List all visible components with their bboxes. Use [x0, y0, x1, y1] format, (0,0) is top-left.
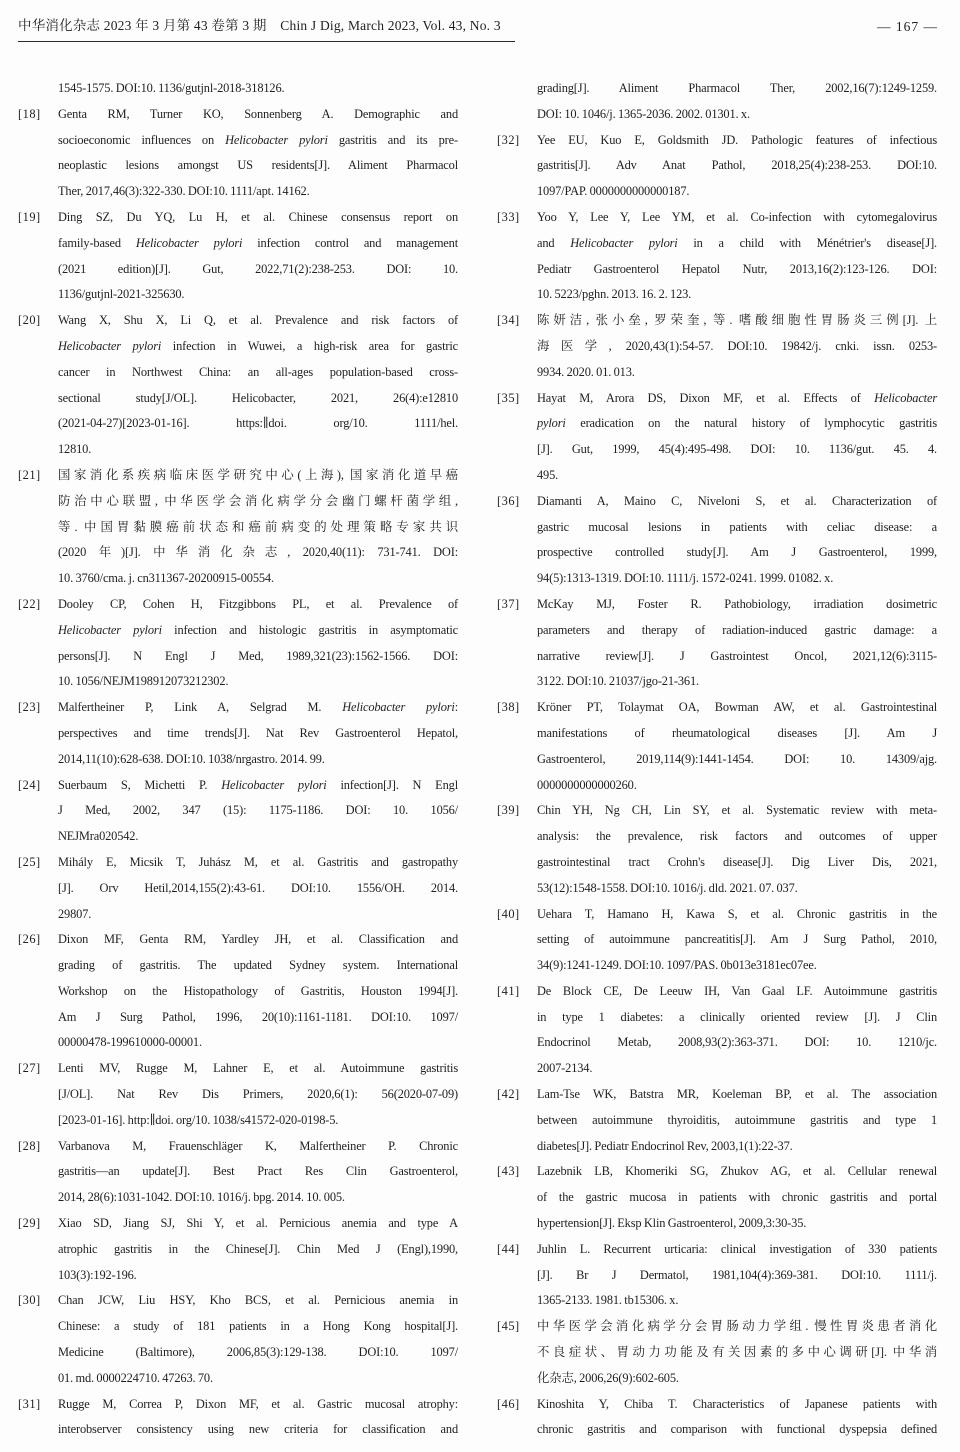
reference-line: gastritis—an update[J]. Best Pract Res Clin Gastroenterol,	[58, 1164, 458, 1179]
reference-line: 海医学, 2020,43(1):54-57. DOI:10. 19842/j. cnki. issn. 0253-	[537, 338, 937, 353]
reference-text	[58, 695, 458, 772]
reference-number: [21]	[18, 467, 41, 482]
reference-line: Chinese: a study of 181 patients in a Hong Kong hospital[J].	[58, 1319, 458, 1334]
reference-item	[18, 1134, 458, 1211]
reference-text	[537, 386, 937, 489]
reference-text	[537, 308, 937, 385]
reference-line: 10. 5223/pghn. 2013. 16. 2. 123.	[537, 287, 692, 302]
reference-item	[18, 1288, 458, 1391]
reference-line: gastrointestinal tract Crohn's disease[J]. Dig Liver Dis, 2021,	[537, 854, 937, 869]
reference-item	[18, 308, 458, 463]
reference-text	[537, 1314, 937, 1391]
reference-text	[537, 205, 937, 308]
reference-number: [40]	[497, 906, 520, 921]
reference-line: NEJMra020542.	[58, 829, 139, 844]
reference-text	[537, 1159, 937, 1236]
reference-item	[497, 76, 937, 128]
reference-line: and Helicobacter pylori in a child with Ménétrier's disease[J].	[537, 235, 938, 250]
reference-item	[18, 102, 458, 205]
reference-line: parameters and therapy of radiation-induced gastric damage: a	[537, 622, 937, 637]
reference-line: cancer in Northwest China: an all-ages population-based cross-	[58, 364, 458, 379]
reference-text	[537, 979, 937, 1082]
reference-line: Dooley CP, Cohen H, Fitzgibbons PL, et al. Prevalence of	[58, 596, 458, 611]
reference-item	[497, 695, 937, 798]
reference-line: manifestations of rheumatological diseases [J]. Am J	[537, 725, 937, 740]
reference-line: atrophic gastritis in the Chinese[J]. Chin Med J (Engl),1990,	[58, 1241, 458, 1256]
reference-line: 化杂志, 2006,26(9):602-605.	[537, 1370, 679, 1385]
reference-line: 防治中心联盟, 中华医学会消化病学分会幽门螺杆菌学组,	[58, 493, 458, 508]
reference-line: Kinoshita Y, Chiba T. Characteristics of Japanese patients with	[537, 1396, 937, 1411]
page-number: — 167 —	[877, 19, 938, 34]
reference-line: hypertension[J]. Eksp Klin Gastroenterol, 2009,3:30-35.	[537, 1216, 807, 1231]
reference-line: Rugge M, Correa P, Dixon MF, et al. Gastric mucosal atrophy:	[58, 1396, 458, 1411]
reference-line: 3122. DOI:10. 21037/jgo-21-361.	[537, 674, 699, 689]
reference-line: 10. 3760/cma. j. cn311367-20200915-00554.	[58, 571, 274, 586]
reference-line: Wang X, Shu X, Li Q, et al. Prevalence and risk factors of	[58, 313, 458, 328]
journal-title-line: 中华消化杂志 2023 年 3 月第 43 卷第 3 期 Chin J Dig, March 2023, Vol. 43, No. 3	[18, 14, 515, 42]
reference-item	[497, 902, 937, 979]
reference-item	[497, 592, 937, 695]
reference-number: [43]	[497, 1164, 520, 1179]
reference-line: interobserver consistency using new criteria for classification and	[58, 1422, 458, 1437]
reference-line: 10. 1056/NEJM198912073212302.	[58, 674, 229, 689]
reference-line: 0000000000000260.	[537, 777, 637, 792]
reference-text	[58, 850, 458, 927]
left-column	[18, 76, 458, 1443]
reference-number: [20]	[18, 313, 41, 328]
reference-number: [26]	[18, 932, 41, 947]
reference-line: 00000478-199610000-00001.	[58, 1035, 202, 1050]
reference-number: [18]	[18, 106, 41, 121]
reference-line: diabetes[J]. Pediatr Endocrinol Rev, 2003,1(1):22-37.	[537, 1138, 793, 1153]
reference-number: [36]	[497, 493, 520, 508]
reference-number: [46]	[497, 1396, 520, 1411]
reference-text	[58, 1056, 458, 1133]
reference-item	[497, 1237, 937, 1314]
reference-line: 等. 中国胃黏膜癌前状态和癌前病变的处理策略专家共识	[58, 519, 458, 534]
reference-number: [28]	[18, 1138, 41, 1153]
reference-line: 53(12):1548-1558. DOI:10. 1016/j. dld. 2021. 07. 037.	[537, 880, 798, 895]
reference-text	[537, 76, 937, 128]
reference-item	[18, 1392, 458, 1444]
reference-line: 中华医学会消化病学分会胃肠动力学组. 慢性胃炎患者消化	[537, 1319, 937, 1334]
reference-text	[537, 695, 937, 798]
references-section	[18, 76, 937, 1443]
reference-line: grading[J]. Aliment Pharmacol Ther, 2002,16(7):1249-1259.	[537, 81, 937, 95]
reference-text	[58, 927, 458, 1056]
reference-line: Lam-Tse WK, Batstra MR, Koeleman BP, et al. The association	[537, 1087, 937, 1102]
reference-text	[58, 308, 458, 463]
reference-line: De Block CE, De Leeuw IH, Van Gaal LF. Autoimmune gastritis	[537, 983, 937, 998]
reference-line: 2014, 28(6):1031-1042. DOI:10. 1016/j. bpg. 2014. 10. 005.	[58, 1190, 345, 1205]
reference-line: 国家消化系疾病临床医学研究中心(上海), 国家消化道早癌	[58, 467, 458, 482]
reference-line: Pediatr Gastroenterol Hepatol Nutr, 2013,16(2):123-126. DOI:	[537, 261, 937, 276]
reference-line: Varbanova M, Frauenschläger K, Malfertheiner P. Chronic	[58, 1138, 458, 1153]
reference-line: between autoimmune thyroiditis, autoimmune gastritis and type 1	[537, 1112, 937, 1127]
reference-line: sectional study[J/OL]. Helicobacter, 2021, 26(4):e12810	[58, 390, 458, 405]
reference-line: McKay MJ, Foster R. Pathobiology, irradiation dosimetric	[537, 596, 937, 611]
reference-line: 12810.	[58, 442, 92, 457]
reference-number: [34]	[497, 313, 520, 328]
reference-line: [J]. Gut, 1999, 45(4):495-498. DOI: 10. 1136/gut. 45. 4.	[537, 442, 937, 457]
reference-line: persons[J]. N Engl J Med, 1989,321(23):1562-1566. DOI:	[58, 648, 458, 663]
reference-number: [35]	[497, 390, 520, 405]
reference-line: gastric mucosal lesions in patients with celiac disease: a	[537, 519, 937, 534]
reference-line: Diamanti A, Maino C, Niveloni S, et al. Characterization of	[537, 493, 937, 508]
reference-line: Kröner PT, Tolaymat OA, Bowman AW, et al. Gastrointestinal	[537, 700, 937, 715]
reference-line: 29807.	[58, 906, 92, 921]
reference-number: [32]	[497, 132, 520, 147]
reference-item	[18, 1056, 458, 1133]
reference-line: 1136/gutjnl-2021-325630.	[58, 287, 185, 302]
reference-line: (2021-04-27)[2023-01-16]. https:∥doi. org/10. 1111/hel.	[58, 416, 458, 431]
reference-number: [22]	[18, 596, 41, 611]
reference-item	[18, 850, 458, 927]
reference-number: [45]	[497, 1319, 520, 1334]
reference-line: prospective controlled study[J]. Am J Gastroenterol, 1999,	[537, 545, 937, 560]
reference-text	[537, 489, 937, 592]
reference-item	[18, 927, 458, 1056]
reference-item	[18, 773, 458, 850]
reference-text	[537, 592, 937, 695]
reference-text	[58, 592, 458, 695]
reference-number: [23]	[18, 700, 41, 715]
reference-item	[497, 308, 937, 385]
reference-line: Helicobacter pylori infection in Wuwei, a high-risk area for gastric	[58, 338, 459, 353]
reference-line: Workshop on the Histopathology of Gastritis, Houston 1994[J].	[58, 983, 458, 998]
reference-line: 34(9):1241-1249. DOI:10. 1097/PAS. 0b013e3181ec07ee.	[537, 958, 817, 973]
reference-line: Lenti MV, Rugge M, Lahner E, et al. Autoimmune gastritis	[58, 1061, 458, 1076]
reference-line: socioeconomic influences on Helicobacter pylori gastritis and its pre-	[58, 132, 458, 147]
reference-item	[497, 489, 937, 592]
reference-line: Juhlin L. Recurrent urticaria: clinical investigation of 330 patients	[537, 1241, 937, 1256]
reference-line: Am J Surg Pathol, 1996, 20(10):1161-1181. DOI:10. 1097/	[58, 1009, 458, 1024]
reference-item	[18, 463, 458, 592]
reference-number: [39]	[497, 803, 520, 818]
reference-text	[58, 76, 458, 102]
reference-number: [42]	[497, 1087, 520, 1102]
reference-line: 94(5):1313-1319. DOI:10. 1111/j. 1572-0241. 1999. 01082. x.	[537, 571, 834, 586]
reference-line: Suerbaum S, Michetti P. Helicobacter pylori infection[J]. N Engl	[58, 777, 458, 792]
reference-line: Mihály E, Micsik T, Juhász M, et al. Gastritis and gastropathy	[58, 854, 458, 869]
reference-line: Chan JCW, Liu HSY, Kho BCS, et al. Pernicious anemia in	[58, 1293, 458, 1308]
reference-line: Yee EU, Kuo E, Goldsmith JD. Pathologic features of infectious	[537, 132, 937, 147]
reference-line: gastritis[J]. Adv Anat Pathol, 2018,25(4):238-253. DOI:10.	[537, 158, 937, 173]
reference-line: perspectives and time trends[J]. Nat Rev Gastroenterol Hepatol,	[58, 725, 458, 740]
reference-text	[537, 902, 937, 979]
reference-item	[497, 1392, 937, 1444]
reference-line: DOI: 10. 1046/j. 1365-2036. 2002. 01301. x.	[537, 106, 750, 121]
reference-text	[537, 798, 937, 901]
reference-line: [J]. Br J Dermatol, 1981,104(4):369-381. DOI:10. 1111/j.	[537, 1267, 937, 1282]
reference-number: [44]	[497, 1241, 520, 1256]
reference-line: Dixon MF, Genta RM, Yardley JH, et al. Classification and	[58, 932, 458, 947]
reference-line: grading of gastritis. The updated Sydney system. International	[58, 958, 458, 973]
reference-text	[58, 1392, 458, 1444]
reference-number: [25]	[18, 854, 41, 869]
reference-item	[18, 695, 458, 772]
reference-line: family-based Helicobacter pylori infection control and management	[58, 235, 458, 250]
reference-line: 103(3):192-196.	[58, 1267, 137, 1282]
reference-item	[497, 1314, 937, 1391]
reference-line: neoplastic lesions amongst US residents[J]. Aliment Pharmacol	[58, 158, 458, 173]
reference-line: 9934. 2020. 01. 013.	[537, 364, 635, 379]
reference-line: Xiao SD, Jiang SJ, Shi Y, et al. Pernicious anemia and type A	[58, 1216, 458, 1231]
reference-text	[58, 1211, 458, 1288]
reference-line: J Med, 2002, 347 (15): 1175-1186. DOI: 10. 1056/	[58, 803, 458, 818]
reference-item	[18, 76, 458, 102]
reference-number: [19]	[18, 209, 41, 224]
reference-line: 不良症状、胃动力功能及有关因素的多中心调研[J]. 中华消	[537, 1345, 937, 1360]
reference-number: [27]	[18, 1061, 41, 1076]
reference-item	[497, 128, 937, 205]
reference-text	[58, 773, 458, 850]
reference-number: [41]	[497, 983, 520, 998]
reference-line: [2023-01-16]. http:∥doi. org/10. 1038/s41572-020-0198-5.	[58, 1112, 339, 1127]
reference-text	[58, 1134, 458, 1211]
reference-item	[497, 386, 937, 489]
reference-number: [30]	[18, 1293, 41, 1308]
reference-line: Yoo Y, Lee Y, Lee YM, et al. Co-infection with cytomegalovirus	[537, 209, 937, 224]
reference-line: 1365-2133. 1981. tb15306. x.	[537, 1293, 679, 1308]
reference-line: [J]. Orv Hetil,2014,155(2):43-61. DOI:10. 1556/OH. 2014.	[58, 880, 458, 895]
reference-number: [24]	[18, 777, 41, 792]
reference-line: Chin YH, Ng CH, Lin SY, et al. Systematic review with meta-	[537, 803, 937, 818]
reference-item	[497, 205, 937, 308]
reference-text	[537, 1392, 937, 1444]
reference-line: 01. md. 0000224710. 47263. 70.	[58, 1370, 213, 1385]
reference-number: [33]	[497, 209, 520, 224]
reference-number: [37]	[497, 596, 520, 611]
reference-line: of the gastric mucosa in patients with chronic gastritis and portal	[537, 1190, 937, 1205]
reference-line: 1097/PAP. 0000000000000187.	[537, 184, 690, 199]
reference-text	[58, 463, 458, 592]
reference-text	[537, 128, 937, 205]
reference-text	[537, 1082, 937, 1159]
reference-line: Endocrinol Metab, 2008,93(2):363-371. DOI: 10. 1210/jc.	[537, 1035, 937, 1050]
reference-number: [29]	[18, 1216, 41, 1231]
reference-item	[497, 1159, 937, 1236]
reference-line: pylori eradication on the natural history of lymphocytic gastritis	[537, 416, 937, 431]
reference-item	[18, 1211, 458, 1288]
reference-text	[58, 1288, 458, 1391]
reference-line: Ding SZ, Du YQ, Lu H, et al. Chinese consensus report on	[58, 209, 458, 224]
reference-item	[497, 979, 937, 1082]
reference-line: 2007-2134.	[537, 1061, 593, 1076]
reference-line: (2021 edition)[J]. Gut, 2022,71(2):238-253. DOI: 10.	[58, 261, 458, 276]
reference-item	[497, 798, 937, 901]
reference-line: Lazebnik LB, Khomeriki SG, Zhukov AG, et al. Cellular renewal	[537, 1164, 937, 1179]
reference-item	[18, 592, 458, 695]
right-column	[497, 76, 937, 1443]
reference-text	[58, 102, 458, 205]
reference-line: Ther, 2017,46(3):322-330. DOI:10. 1111/apt. 14162.	[58, 184, 310, 199]
reference-line: chronic gastritis and comparison with functional dyspepsia defined	[537, 1422, 937, 1437]
reference-line: 1545-1575. DOI:10. 1136/gutjnl-2018-318126.	[58, 81, 285, 95]
reference-line: narrative review[J]. J Gastrointest Oncol, 2021,12(6):3115-	[537, 648, 937, 663]
reference-line: analysis: the prevalence, risk factors and outcomes of upper	[537, 829, 937, 844]
page-header	[18, 14, 938, 42]
reference-line: Uehara T, Hamano H, Kawa S, et al. Chronic gastritis in the	[537, 906, 937, 921]
reference-line: Hayat M, Arora DS, Dixon MF, et al. Effects of Helicobacter	[537, 390, 937, 405]
reference-line: Helicobacter pylori infection and histologic gastritis in asymptomatic	[58, 622, 459, 637]
reference-line: in type 1 diabetes: a clinically oriented review [J]. J Clin	[537, 1009, 937, 1024]
reference-line: 495.	[537, 467, 559, 482]
reference-item	[18, 205, 458, 308]
reference-text	[537, 1237, 937, 1314]
reference-line: Genta RM, Turner KO, Sonnenberg A. Demographic and	[58, 106, 458, 121]
reference-number: [31]	[18, 1396, 41, 1411]
reference-number: [38]	[497, 700, 520, 715]
reference-line: (2020 年)[J]. 中华消化杂志, 2020,40(11): 731-741. DOI:	[58, 545, 458, 560]
reference-line: Medicine (Baltimore), 2006,85(3):129-138. DOI:10. 1097/	[58, 1345, 458, 1360]
reference-line: [J/OL]. Nat Rev Dis Primers, 2020,6(1): 56(2020-07-09)	[58, 1087, 458, 1102]
reference-item	[497, 1082, 937, 1159]
reference-text	[58, 205, 458, 308]
reference-line: Malfertheiner P, Link A, Selgrad M. Helicobacter pylori:	[58, 700, 459, 715]
reference-line: setting of autoimmune pancreatitis[J]. Am J Surg Pathol, 2010,	[537, 932, 937, 947]
reference-line: 2014,11(10):628-638. DOI:10. 1038/nrgastro. 2014. 99.	[58, 751, 325, 766]
reference-line: Gastroenterol, 2019,114(9):1441-1454. DOI: 10. 14309/ajg.	[537, 751, 937, 766]
reference-line: 陈妍洁, 张小垒, 罗荣奎, 等. 嗜酸细胞性胃肠炎三例[J]. 上	[537, 313, 937, 328]
